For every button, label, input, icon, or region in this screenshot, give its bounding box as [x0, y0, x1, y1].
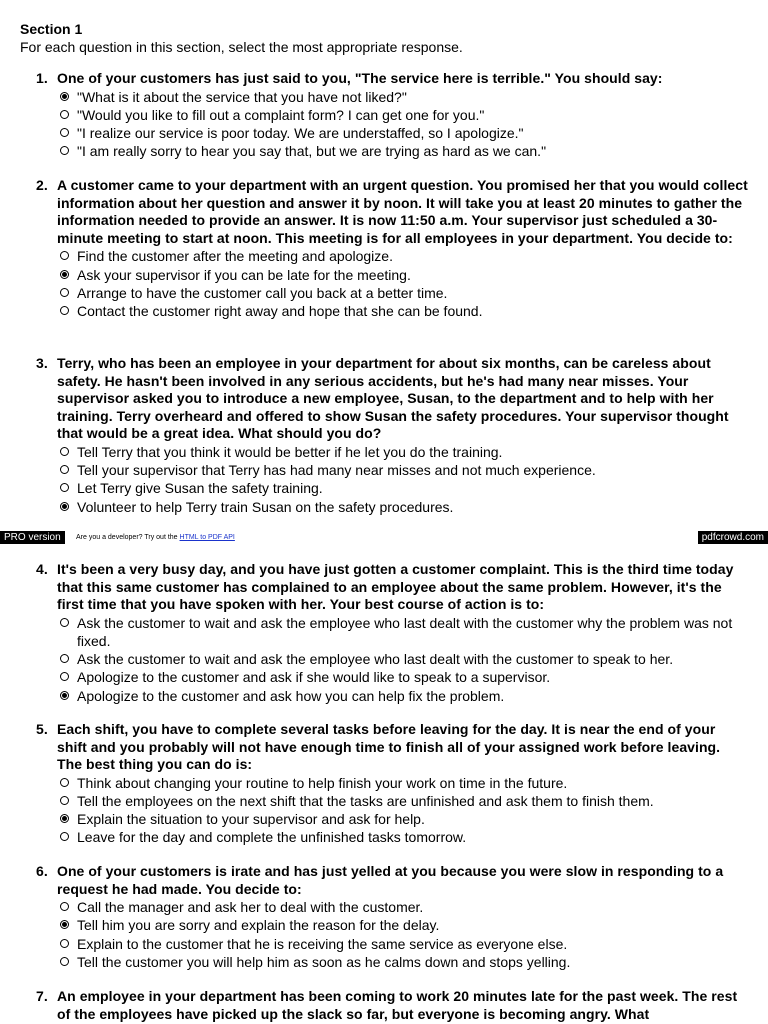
radio-button-icon[interactable]: [60, 957, 69, 966]
question-text: Terry, who has been an employee in your department for about six months, can be careless about safety. He hasn't been involved in any serious accidents, but he's had many near misses. Your supervisor asked you to introduce a new employee, Susan, to the department and to help with her training. Terry overheard and offered to show Susan the safety procedures. Your supervisor thought that would be a great idea. What should you do?: [57, 355, 729, 442]
question-6: [36, 863, 748, 971]
answer-option-label: Volunteer to help Terry train Susan on the safety procedures.: [77, 498, 454, 515]
pdfcrowd-brand-label: pdfcrowd.com: [698, 531, 768, 544]
radio-button-icon[interactable]: [60, 654, 69, 663]
answer-option[interactable]: [58, 88, 748, 106]
question-stem: [36, 177, 748, 247]
radio-button-icon[interactable]: [60, 939, 69, 948]
question-number: 3.: [36, 355, 48, 371]
answer-option[interactable]: [58, 266, 748, 284]
answer-option[interactable]: [58, 461, 748, 479]
pro-version-label: PRO version: [0, 531, 65, 544]
answer-option-label: Ask the customer to wait and ask the employee who last dealt with the customer why the problem was not fixed.: [77, 614, 733, 649]
radio-button-selected-icon[interactable]: [60, 920, 69, 929]
radio-button-icon[interactable]: [60, 483, 69, 492]
question-number: 6.: [36, 863, 48, 879]
answer-option[interactable]: [58, 935, 748, 953]
answer-option[interactable]: [58, 668, 748, 686]
answer-options: [36, 443, 748, 516]
question-1: [36, 70, 748, 160]
question-text: One of your customers is irate and has just yelled at you because you were slow in responding to a request he had made. You decide to:: [57, 863, 724, 897]
answer-option-label: Call the manager and ask her to deal with the customer.: [77, 899, 424, 916]
radio-button-icon[interactable]: [60, 465, 69, 474]
answer-option-label: Arrange to have the customer call you back at a better time.: [77, 284, 448, 301]
radio-button-icon[interactable]: [60, 306, 69, 315]
radio-button-selected-icon[interactable]: [60, 691, 69, 700]
radio-button-icon[interactable]: [60, 251, 69, 260]
answer-option-label: "Would you like to fill out a complaint form? I can get one for you.": [77, 106, 485, 123]
question-7: [36, 988, 748, 1023]
html-to-pdf-api-link[interactable]: HTML to PDF API: [179, 534, 235, 541]
radio-button-icon[interactable]: [60, 778, 69, 787]
answer-option[interactable]: [58, 124, 748, 142]
question-2: [36, 177, 748, 320]
answer-options: [36, 88, 748, 161]
radio-button-selected-icon[interactable]: [60, 92, 69, 101]
question-text: An employee in your department has been coming to work 20 minutes late for the past week. The rest of the employees have picked up the slack so far, but everyone is becoming angry. What: [57, 988, 738, 1022]
radio-button-icon[interactable]: [60, 128, 69, 137]
answer-option-label: Tell Terry that you think it would be better if he let you do the training.: [77, 443, 503, 460]
answer-option[interactable]: [58, 498, 748, 516]
answer-option[interactable]: [58, 774, 748, 792]
answer-option-label: Find the customer after the meeting and apologize.: [77, 248, 393, 265]
question-number: 1.: [36, 70, 48, 86]
answer-options: [36, 774, 748, 847]
question-number: 4.: [36, 561, 48, 577]
developer-promo-text: Are you a developer? Try out the: [76, 534, 180, 541]
answer-option-label: Ask your supervisor if you can be late for the meeting.: [77, 266, 411, 283]
answer-option[interactable]: [58, 443, 748, 461]
question-text: Each shift, you have to complete several tasks before leaving for the day. It is near the end of your shift and you probably will not have enough time to finish all of your assigned work before leaving. The best thing you can do is:: [57, 721, 721, 773]
answer-option-label: Think about changing your routine to help finish your work on time in the future.: [77, 774, 568, 791]
answer-option-label: Apologize to the customer and ask how you can help fix the problem.: [77, 687, 505, 704]
answer-option[interactable]: [58, 898, 748, 916]
radio-button-icon[interactable]: [60, 618, 69, 627]
answer-option-label: Contact the customer right away and hope that she can be found.: [77, 302, 483, 319]
answer-option[interactable]: [58, 650, 748, 668]
question-number: 5.: [36, 721, 48, 737]
section-instructions: For each question in this section, select the most appropriate response.: [20, 39, 463, 55]
answer-option[interactable]: [58, 479, 748, 497]
answer-option[interactable]: [58, 614, 748, 650]
question-stem: [36, 355, 748, 443]
answer-option-label: Tell the customer you will help him as soon as he calms down and stops yelling.: [77, 953, 571, 970]
pdf-conversion-banner: [0, 530, 768, 545]
answer-option[interactable]: [58, 106, 748, 124]
question-number: 7.: [36, 988, 48, 1004]
question-stem: [36, 988, 748, 1023]
radio-button-icon[interactable]: [60, 110, 69, 119]
question-stem: [36, 70, 748, 88]
answer-options: [36, 614, 748, 705]
radio-button-selected-icon[interactable]: [60, 814, 69, 823]
answer-option-label: "I realize our service is poor today. We are understaffed, so I apologize.": [77, 125, 524, 141]
answer-option[interactable]: [58, 142, 748, 160]
answer-option-label: Ask the customer to wait and ask the employee who last dealt with the customer to speak to her.: [77, 651, 674, 668]
radio-button-icon[interactable]: [60, 146, 69, 155]
answer-option[interactable]: [58, 687, 748, 705]
answer-option[interactable]: [58, 953, 748, 971]
answer-option-label: Explain the situation to your supervisor and ask for help.: [77, 811, 425, 828]
question-5: [36, 721, 748, 847]
radio-button-icon[interactable]: [60, 288, 69, 297]
answer-option-label: Tell him you are sorry and explain the reason for the delay.: [77, 917, 440, 934]
answer-option[interactable]: [58, 247, 748, 265]
answer-option-label: Let Terry give Susan the safety training.: [77, 480, 323, 497]
answer-option[interactable]: [58, 916, 748, 934]
answer-option-label: Tell your supervisor that Terry has had many near misses and not much experience.: [77, 462, 596, 479]
radio-button-icon[interactable]: [60, 832, 69, 841]
radio-button-icon[interactable]: [60, 672, 69, 681]
radio-button-selected-icon[interactable]: [60, 270, 69, 279]
question-stem: [36, 561, 748, 614]
question-number: 2.: [36, 177, 48, 193]
answer-option-label: "I am really sorry to hear you say that, but we are trying as hard as we can.": [77, 143, 547, 160]
answer-option[interactable]: [58, 828, 748, 846]
answer-options: [36, 898, 748, 971]
developer-promo: [76, 532, 235, 543]
document-page-2: [0, 545, 768, 1024]
section-title: Section 1: [20, 21, 83, 37]
question-stem: [36, 863, 748, 898]
answer-option[interactable]: [58, 302, 748, 320]
question-4: [36, 561, 748, 705]
radio-button-selected-icon[interactable]: [60, 502, 69, 511]
answer-option-label: Apologize to the customer and ask if she would like to speak to a supervisor.: [77, 669, 551, 686]
question-3: [36, 355, 748, 516]
answer-option-label: "What is it about the service that you have not liked?": [77, 88, 407, 105]
radio-button-icon[interactable]: [60, 902, 69, 911]
question-stem: [36, 721, 748, 774]
answer-option[interactable]: [58, 810, 748, 828]
answer-options: [36, 247, 748, 320]
radio-button-icon[interactable]: [60, 796, 69, 805]
answer-option-label: Tell the employees on the next shift that the tasks are unfinished and ask them to finish them.: [77, 792, 654, 809]
question-text: It's been a very busy day, and you have just gotten a customer complaint. This is the third time today that this same customer has complained to an employee about the same problem. However, it's the first time that you have spoken with her. Your best course of action is to:: [57, 561, 734, 613]
answer-option-label: Explain to the customer that he is receiving the same service as everyone else.: [77, 935, 568, 952]
answer-option-label: Leave for the day and complete the unfinished tasks tomorrow.: [77, 829, 467, 846]
question-text: A customer came to your department with an urgent question. You promised her that you would collect information about her question and answer it by noon. It will take you at least 20 minutes to gather the information needed to provide an answer. It is now 11:50 a.m. Your supervisor just scheduled a 30-minute meeting to start at noon. This meeting is for all employees in your department. You decide to:: [57, 177, 748, 246]
radio-button-icon[interactable]: [60, 447, 69, 456]
answer-option[interactable]: [58, 284, 748, 302]
answer-option[interactable]: [58, 792, 748, 810]
question-text: One of your customers has just said to you, "The service here is terrible." You should say:: [57, 70, 663, 86]
